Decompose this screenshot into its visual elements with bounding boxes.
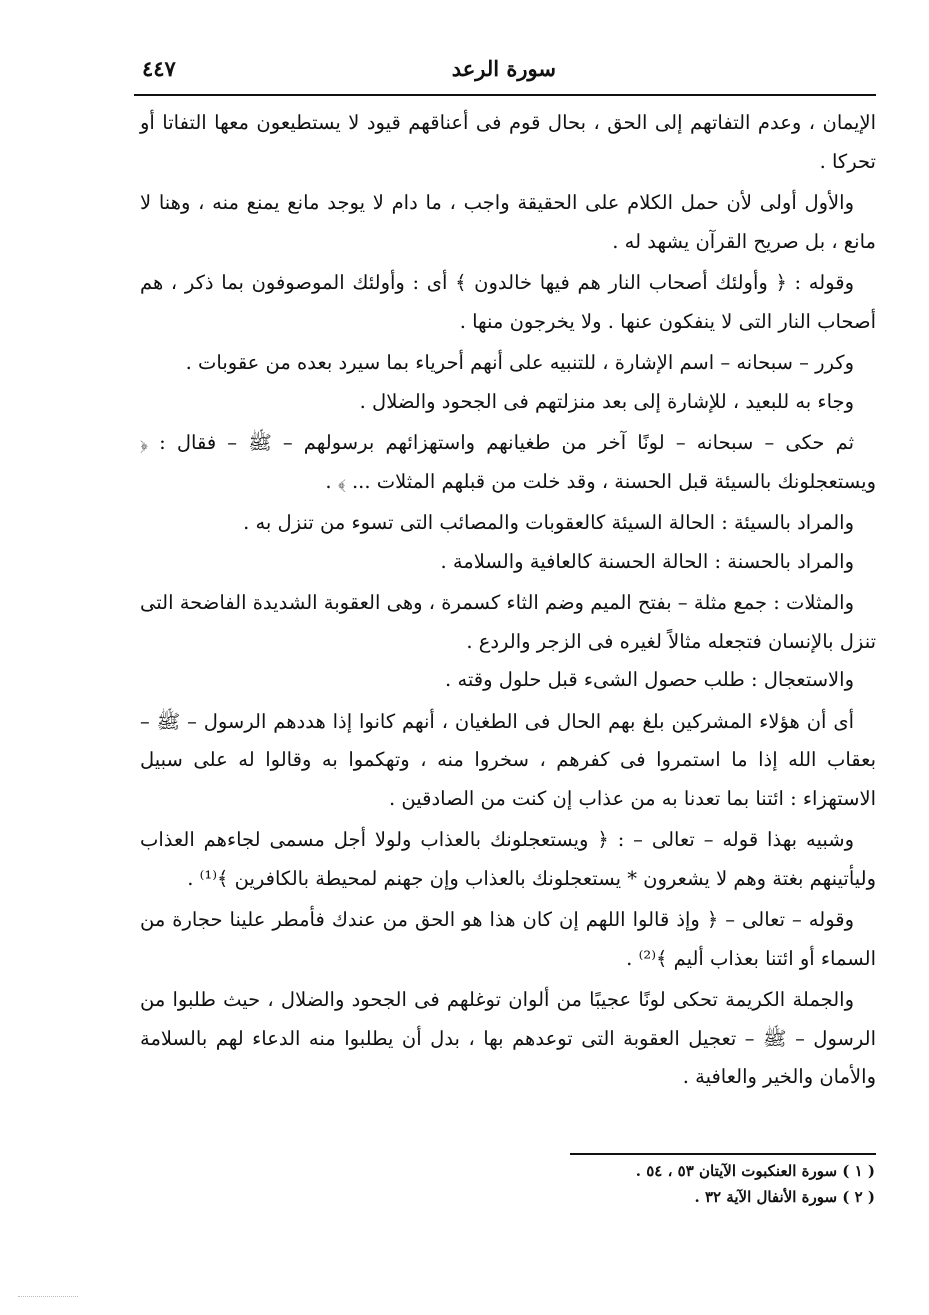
surah-title: سورة الرعد xyxy=(451,56,556,81)
page-header xyxy=(134,52,876,92)
paragraph-8: والمراد بالحسنة : الحالة الحسنة كالعافية والسلامة . xyxy=(440,549,854,573)
paragraph-14: والجملة الكريمة تحكى لونًا عجيبًا من ألوان توغلهم فى الجحود والضلال ، حيث طلبوا من الرسول – ﷺ – تعجيل العقوبة التى توعدهم بها ، بدل أن يطلبوا منه الدعاء لهم بالسلامة والأمان والخير والعافية . xyxy=(140,988,876,1088)
paragraph-4: وكرر – سبحانه – اسم الإشارة ، للتنبيه على أنهم أحرياء بما سيرد بعده من عقوبات . xyxy=(185,351,854,374)
paragraph-1: الإيمان ، وعدم التفاتهم إلى الحق ، بحال قوم فى أعناقهم قيود لا يستطيعون معها التفاتا أو تحركا . xyxy=(140,111,876,173)
paragraph-2: والأول أولى لأن حمل الكلام على الحقيقة واجب ، ما دام لا يوجد مانع يمنع منه ، وهنا لا مانع ، بل صريح القرآن يشهد له . xyxy=(140,191,876,253)
paragraph-9: والمثلات : جمع مثلة – بفتح الميم وضم الثاء كسمرة ، وهى العقوبة الشديدة الفاضحة التى تنزل بالإنسان فتجعله مثالاً لغيره فى الزجر والردع . xyxy=(140,591,876,653)
footnotes xyxy=(475,1158,875,1210)
paragraph-12: وشبيه بهذا قوله – تعالى – : ﴿ ويستعجلونك بالعذاب ولولا أجل مسمى لجاءهم العذاب وليأتينهم بغتة وهم لا يشعرون * يستعجلونك بالعذاب وإن جهنم لمحيطة بالكافرين ﴾⁽¹⁾ . xyxy=(140,828,876,890)
paragraph-10: والاستعجال : طلب حصول الشىء قبل حلول وقته . xyxy=(445,668,854,691)
paragraph-11: أى أن هؤلاء المشركين بلغ بهم الحال فى الطغيان ، أنهم كانوا إذا هددهم الرسول – ﷺ – بعقاب الله إذا ما استمروا فى كفرهم ، سخروا منه ، وتهكموا به وقالوا له على سبيل الاستهزاء : ائتنا بما تعدنا به من عذاب إن كنت من الصادقين . xyxy=(140,709,876,810)
page-body xyxy=(140,104,876,1100)
paragraph-6: ثم حكى – سبحانه – لونًا آخر من طغيانهم واستهزائهم برسولهم – ﷺ – فقال : ﴿ ويستعجلونك بالسيئة قبل الحسنة ، وقد خلت من قبلهم المثلات ... ﴾ . xyxy=(140,431,876,493)
paragraph-13: وقوله – تعالى – ﴿ وإذ قالوا اللهم إن كان هذا هو الحق من عندك فأمطر علينا حجارة من السماء أو ائتنا بعذاب أليم ﴾⁽²⁾ . xyxy=(140,908,876,970)
scan-speck xyxy=(18,1296,78,1299)
paragraph-3: وقوله : ﴿ وأولئك أصحاب النار هم فيها خالدون ﴾ أى : وأولئك الموصوفون بما ذكر ، هم أصحاب النار التى لا ينفكون عنها . ولا يخرجون منها . xyxy=(140,271,876,333)
footnote-1: ( ١ ) سورة العنكبوت الآيتان ٥٣ ، ٥٤ . xyxy=(635,1162,875,1180)
paragraph-5: وجاء به للبعيد ، للإشارة إلى بعد منزلتهم فى الجحود والضلال . xyxy=(359,389,854,413)
paragraph-7: والمراد بالسيئة : الحالة السيئة كالعقوبات والمصائب التى تسوء من تنزل به . xyxy=(243,511,854,534)
footnote-rule xyxy=(570,1153,876,1155)
header-rule xyxy=(134,94,876,96)
page-number: ٤٤٧ xyxy=(142,56,176,81)
footnote-2: ( ٢ ) سورة الأنفال الآية ٣٢ . xyxy=(694,1188,875,1206)
